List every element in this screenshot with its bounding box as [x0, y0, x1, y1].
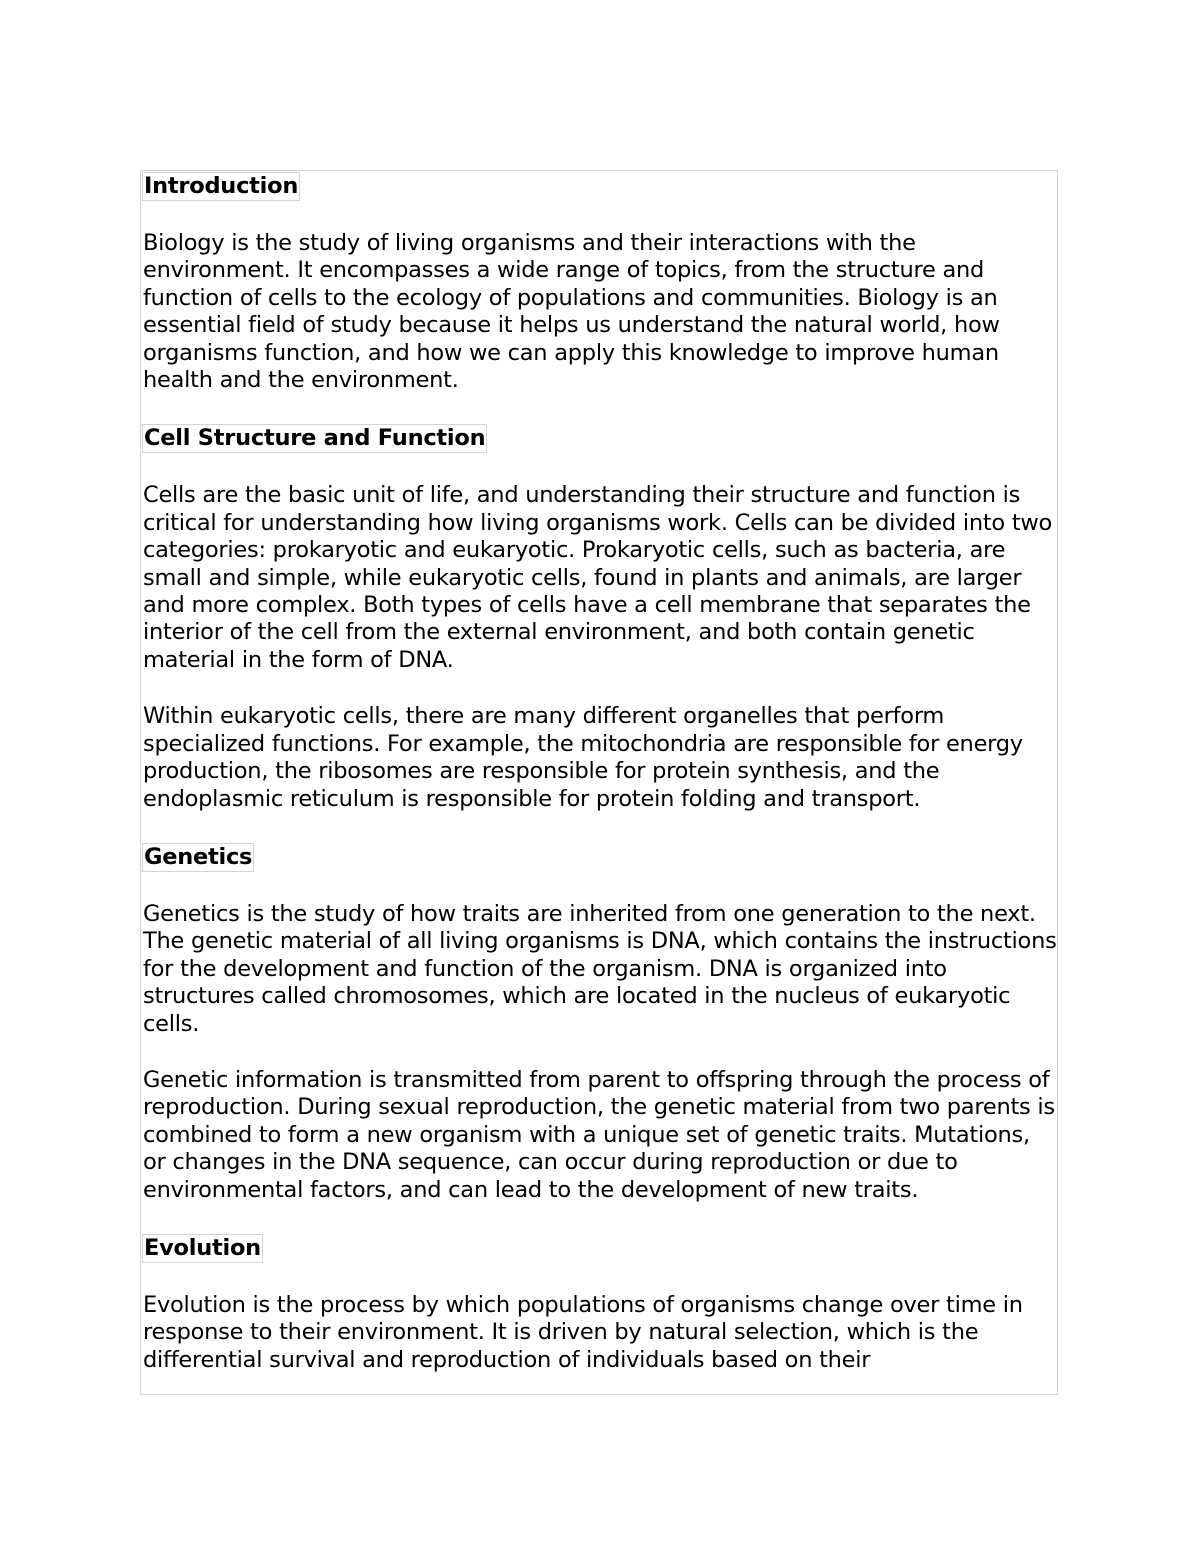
paragraph: Genetics is the study of how traits are inherited from one generation to the next. The genetic material of all living organisms is DNA, which contains the instructions for the development and function of the organism. DNA is organized into structures called chromosomes, which are located in the nucleus of eukaryotic cells.	[143, 900, 1057, 1037]
section-heading: Introduction	[144, 173, 299, 199]
paragraph: Genetic information is transmitted from parent to offspring through the process of reproduction. During sexual reproduction, the genetic material from two parents is combined to form a new organism with a unique set of genetic traits. Mutations, or changes in the DNA sequence, can occur during reproduction or due to environmental factors, and can lead to the development of new traits.	[143, 1066, 1055, 1203]
section-heading: Evolution	[144, 1234, 261, 1261]
section-evolution	[143, 1233, 1058, 1374]
section-genetics	[143, 842, 1058, 1204]
section-heading: Cell Structure and Function	[144, 425, 486, 452]
paragraph: Cells are the basic unit of life, and understanding their structure and function is critical for understanding how living organisms work. Cells can be divided into two categories: prokaryotic and eukaryotic. Prokaryotic cells, such as bacteria, are small and simple, while eukaryotic cells, found in plants and animals, are larger and more complex. Both types of cells have a cell membrane that separates the interior of the cell from the external environment, and both contain genetic material in the form of DNA.	[143, 482, 1053, 673]
document-body	[143, 171, 1058, 1374]
section-introduction	[143, 171, 1058, 394]
section-cell-structure	[143, 423, 1058, 812]
paragraph: Evolution is the process by which populations of organisms change over time in response to their environment. It is driven by natural selection, which is the differential survival and reproduction of individuals based on their	[143, 1291, 1023, 1373]
document-page	[140, 170, 1058, 1395]
section-heading: Genetics	[144, 843, 253, 870]
paragraph: Within eukaryotic cells, there are many different organelles that perform specialized functions. For example, the mitochondria are responsible for energy production, the ribosomes are responsible for protein synthesis, and the endoplasmic reticulum is responsible for protein folding and transport.	[143, 703, 1023, 812]
paragraph: Biology is the study of living organisms and their interactions with the environment. It encompasses a wide range of topics, from the structure and function of cells to the ecology of populations and communities. Biology is an essential field of study because it helps us understand the natural world, how organisms function, and how we can apply this knowledge to improve human health and the environment.	[143, 230, 1000, 394]
